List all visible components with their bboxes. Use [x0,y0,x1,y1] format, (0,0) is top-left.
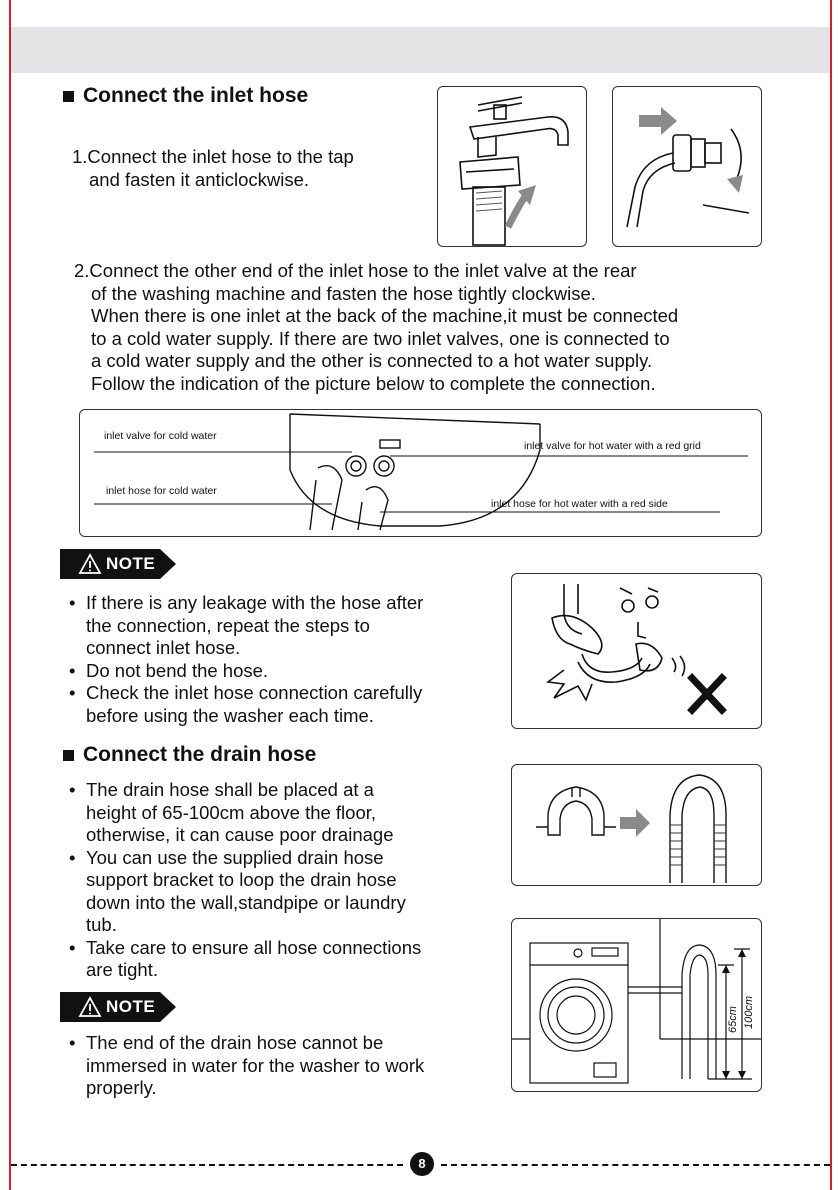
page-number: 8 [410,1152,434,1176]
height-label-100: 100cm [743,995,755,1029]
inlet-valves-figure [79,409,762,537]
drain-bullet-1-line-2: height of 65-100cm above the floor, [86,801,377,823]
inlet-note-3-line-2: before using the washer each time. [86,704,374,726]
drain-bullet-2-line-1: • You can use the supplied drain hose [86,846,384,868]
note-label-inlet: NOTE [106,554,156,573]
label-hot-hose: inlet hose for hot water with a red side [491,498,668,510]
drain-notes [64,1032,424,1100]
step-1-line-1: 1.Connect the inlet hose to the tap [72,146,354,167]
drain-bullet-2-line-2: support bracket to loop the drain hose [86,869,397,890]
step-2-line-3: When there is one inlet at the back of the machine,it must be connected [91,305,679,326]
drain-bracket-illustration [512,765,761,885]
drain-bullet-1-line-3: otherwise, it can cause poor drainage [86,824,394,845]
footer-rule-left [11,1164,403,1168]
drain-height-figure [511,918,762,1092]
inlet-note-2 [64,660,423,683]
drain-bullet-2-line-3: down into the wall,standpipe or laundry [86,891,406,913]
note-label-drain: NOTE [106,997,156,1016]
drain-note-1-line-3: properly. [86,1077,157,1098]
step-2-line-2: of the washing machine and fasten the hose tightly clockwise. [91,282,596,304]
footer-rule-right [441,1164,830,1168]
page-left-edge [9,0,11,1190]
step-1-text [72,146,354,191]
inlet-note-3 [64,682,423,727]
label-hot-valve: inlet valve for hot water with a red grid [524,440,701,452]
bent-hose-illustration [512,574,761,728]
note-tag-inlet [60,549,176,579]
note-tag-drain [60,992,176,1022]
step-2-text [74,260,678,395]
step-2-line-1: 2.Connect the other end of the inlet hose to the inlet valve at the rear [74,260,637,281]
drain-note-1 [64,1032,424,1100]
bullet-square-icon [63,91,74,102]
drain-bullet-3 [64,937,421,982]
drain-bullet-3-line-1: • Take care to ensure all hose connections [86,936,422,958]
drain-note-1-line-2: immersed in water for the washer to work [86,1054,425,1076]
footer [11,1150,830,1180]
inlet-note-1 [64,592,423,660]
page-right-edge [830,0,832,1190]
tap-figure [437,86,587,247]
tap-illustration [438,87,586,246]
drain-bullet-2 [64,847,421,937]
drain-heading-text: Connect the drain hose [83,743,317,766]
inlet-note-3-line-1: • Check the inlet hose connection carefully [86,682,423,703]
inlet-note-2-line-1: • Do not bend the hose. [86,659,269,681]
label-cold-valve: inlet valve for cold water [104,430,217,442]
inlet-note-1-line-2: the connection, repeat the steps to [86,614,370,636]
bullet-square-icon [63,750,74,761]
hose-valve-figure [612,86,762,247]
drain-bullet-1-line-1: • The drain hose shall be placed at a [86,779,374,800]
inlet-note-1-line-3: connect inlet hose. [86,637,241,658]
drain-heading [63,743,316,767]
step-1-line-2: and fasten it anticlockwise. [89,168,310,190]
inlet-valves-illustration [80,410,761,536]
drain-bullet-2-line-4: tub. [86,914,117,935]
step-2-line-6: Follow the indication of the picture below to complete the connection. [91,372,656,394]
label-cold-hose: inlet hose for cold water [106,485,217,497]
inlet-heading [63,84,308,108]
header-band [11,27,830,73]
height-label-65: 65cm [727,1006,739,1033]
drain-note-1-line-1: • The end of the drain hose cannot be [86,1032,384,1053]
drain-bullet-3-line-2: are tight. [86,959,158,980]
inlet-note-1-line-1: • If there is any leakage with the hose after [86,592,424,613]
inlet-heading-text: Connect the inlet hose [83,84,309,107]
step-2-line-4: to a cold water supply. If there are two inlet valves, one is connected to [91,327,670,349]
hose-valve-illustration [613,87,761,246]
drain-bracket-figure [511,764,762,886]
inlet-notes [64,592,423,727]
bent-hose-figure [511,573,762,729]
drain-bullet-1 [64,779,421,847]
drain-height-illustration [512,919,761,1091]
drain-bullets [64,779,421,982]
step-2-line-5: a cold water supply and the other is connected to a hot water supply. [91,350,653,371]
